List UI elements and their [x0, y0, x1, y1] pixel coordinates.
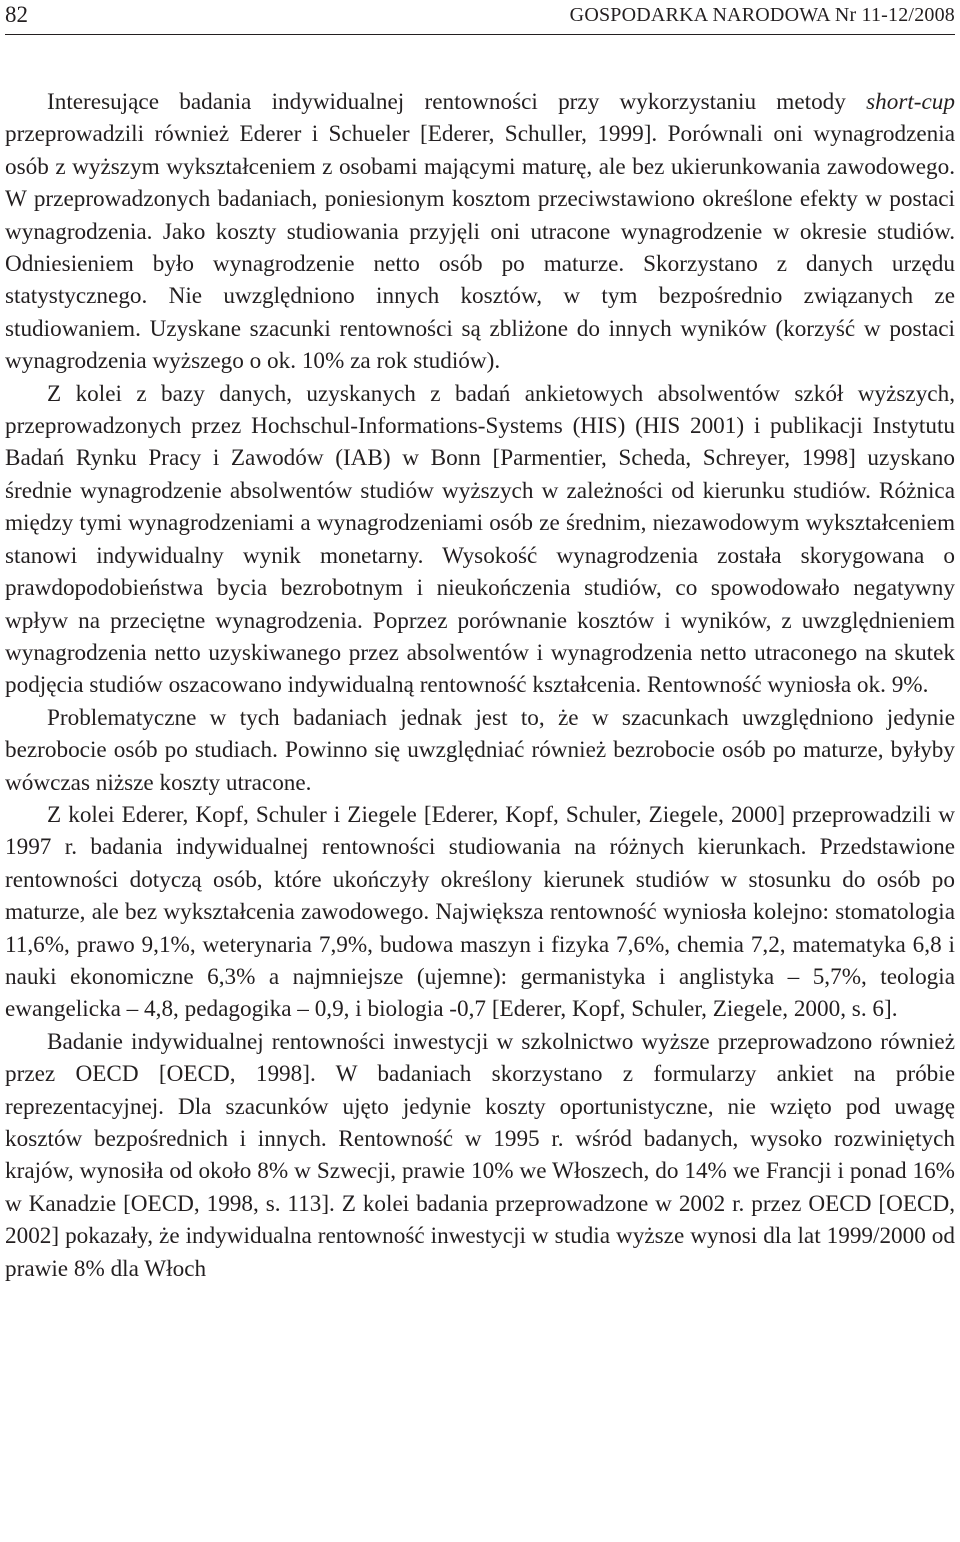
journal-title: GOSPODARKA NARODOWA Nr 11-12/2008	[569, 4, 955, 26]
paragraph-short-cup-study	[5, 86, 955, 378]
page-number: 82	[5, 2, 28, 27]
italic-term: short-cup	[866, 89, 955, 115]
paragraph-text: przeprowadzili również Ederer i Schueler [Ederer, Schuller, 1999]. Porównali oni wynagrodzenia osób z wyższym wykształceniem z osobami mającymi maturę, ale bez ukierunkowania zawodowego. W przeprowadzonych badaniach, poniesionym kosztom przeciwstawiono określone efekty w postaci wynagrodzenia. Jako koszty studiowania przyjęli oni utracone wynagrodzenie w okresie studiów. Odniesieniem było wynagrodzenie netto osób po maturze. Skorzystano z danych urzędu statystycznego. Nie uwzględniono innych kosztów, w tym bezpośrednio związanych ze studiowaniem. Uzyskane szacunki rentowności są zbliżone do innych wyników (korzyść w postaci wynagrodzenia wyższego o ok. 10% za rok studiów).	[5, 121, 955, 375]
paragraph-text: Interesujące badania indywidualnej rentowności przy wykorzystaniu metody	[47, 89, 867, 115]
article-body	[5, 86, 955, 1285]
paragraph-his-study: Z kolei z bazy danych, uzyskanych z badań ankietowych absolwentów szkół wyższych, przeprowadzonych przez Hochschul-Informations-Systems (HIS) (HIS 2001) i publikacji Instytutu Badań Rynku Pracy i Zawodów (IAB) w Bonn [Parmentier, Scheda, Schreyer, 1998] uzyskano średnie wynagrodzenie absolwentów studiów wyższych w zależności od kierunku studiów. Różnica między tymi wynagrodzeniami a wynagrodzeniami osób ze średnim, niezawodowym wykształceniem stanowi indywidualny wynik monetarny. Wysokość wynagrodzenia została skorygowana o prawdopodobieństwa bycia bezrobotnym i nieukończenia studiów, co spowodowało negatywny wpływ na przeciętne wynagrodzenia. Poprzez porównanie kosztów i wyników, z uwzględnieniem wynagrodzenia netto uzyskiwanego przez absolwentów i wynagrodzenia netto utraconego na skutek podjęcia studiów oszacowano indywidualną rentowność kształcenia. Rentowność wyniosła ok. 9%.	[5, 380, 955, 699]
paragraph-unemployment-note: Problematyczne w tych badaniach jednak jest to, że w szacunkach uwzględniono jedynie bezrobocie osób po studiach. Powinno się uwzględniać również bezrobocie osób po maturze, byłyby wówczas niższe koszty utracone.	[5, 704, 955, 796]
paragraph-oecd-study: Badanie indywidualnej rentowności inwestycji w szkolnictwo wyższe przeprowadzono również przez OECD [OECD, 1998]. W badaniach skorzystano z formularzy ankiet na próbie reprezentacyjnej. Dla szacunków ujęto jedynie koszty oportunistyczne, nie wzięto pod uwagę kosztów bezpośrednich i innych. Rentowność w 1995 r. wśród badanych, wysoko rozwiniętych krajów, wynosiła od około 8% w Szwecji, prawie 10% we Włoszech, do 14% we Francji i ponad 16% w Kanadzie [OECD, 1998, s. 113]. Z kolei badania przeprowadzone w 2002 r. przez OECD [OECD, 2002] pokazały, że indywidualna rentowność inwestycji w studia wyższe wynosi dla lat 1999/2000 od prawie 8% dla Włoch	[5, 1028, 955, 1282]
running-header	[5, 0, 955, 35]
paragraph-field-returns: Z kolei Ederer, Kopf, Schuler i Ziegele [Ederer, Kopf, Schuler, Ziegele, 2000] przeprowadzili w 1997 r. badania indywidualnej rentowności studiowania na różnych kierunkach. Przedstawione rentowności dotyczą osób, które ukończyły określony kierunek studiów w stosunku do osób po maturze, ale bez wykształcenia zawodowego. Największa rentowność wyniosła kolejno: stomatologia 11,6%, prawo 9,1%, weterynaria 7,9%, budowa maszyn i fizyka 7,6%, chemia 7,2, matematyka 6,8 i nauki ekonomiczne 6,3% a najmniejsze (ujemne): germanistyka i anglistyka – 5,7%, teologia ewangelicka – 4,8, pedagogika – 0,9, i biologia -0,7 [Ederer, Kopf, Schuler, Ziegele, 2000, s. 6].	[5, 801, 955, 1023]
